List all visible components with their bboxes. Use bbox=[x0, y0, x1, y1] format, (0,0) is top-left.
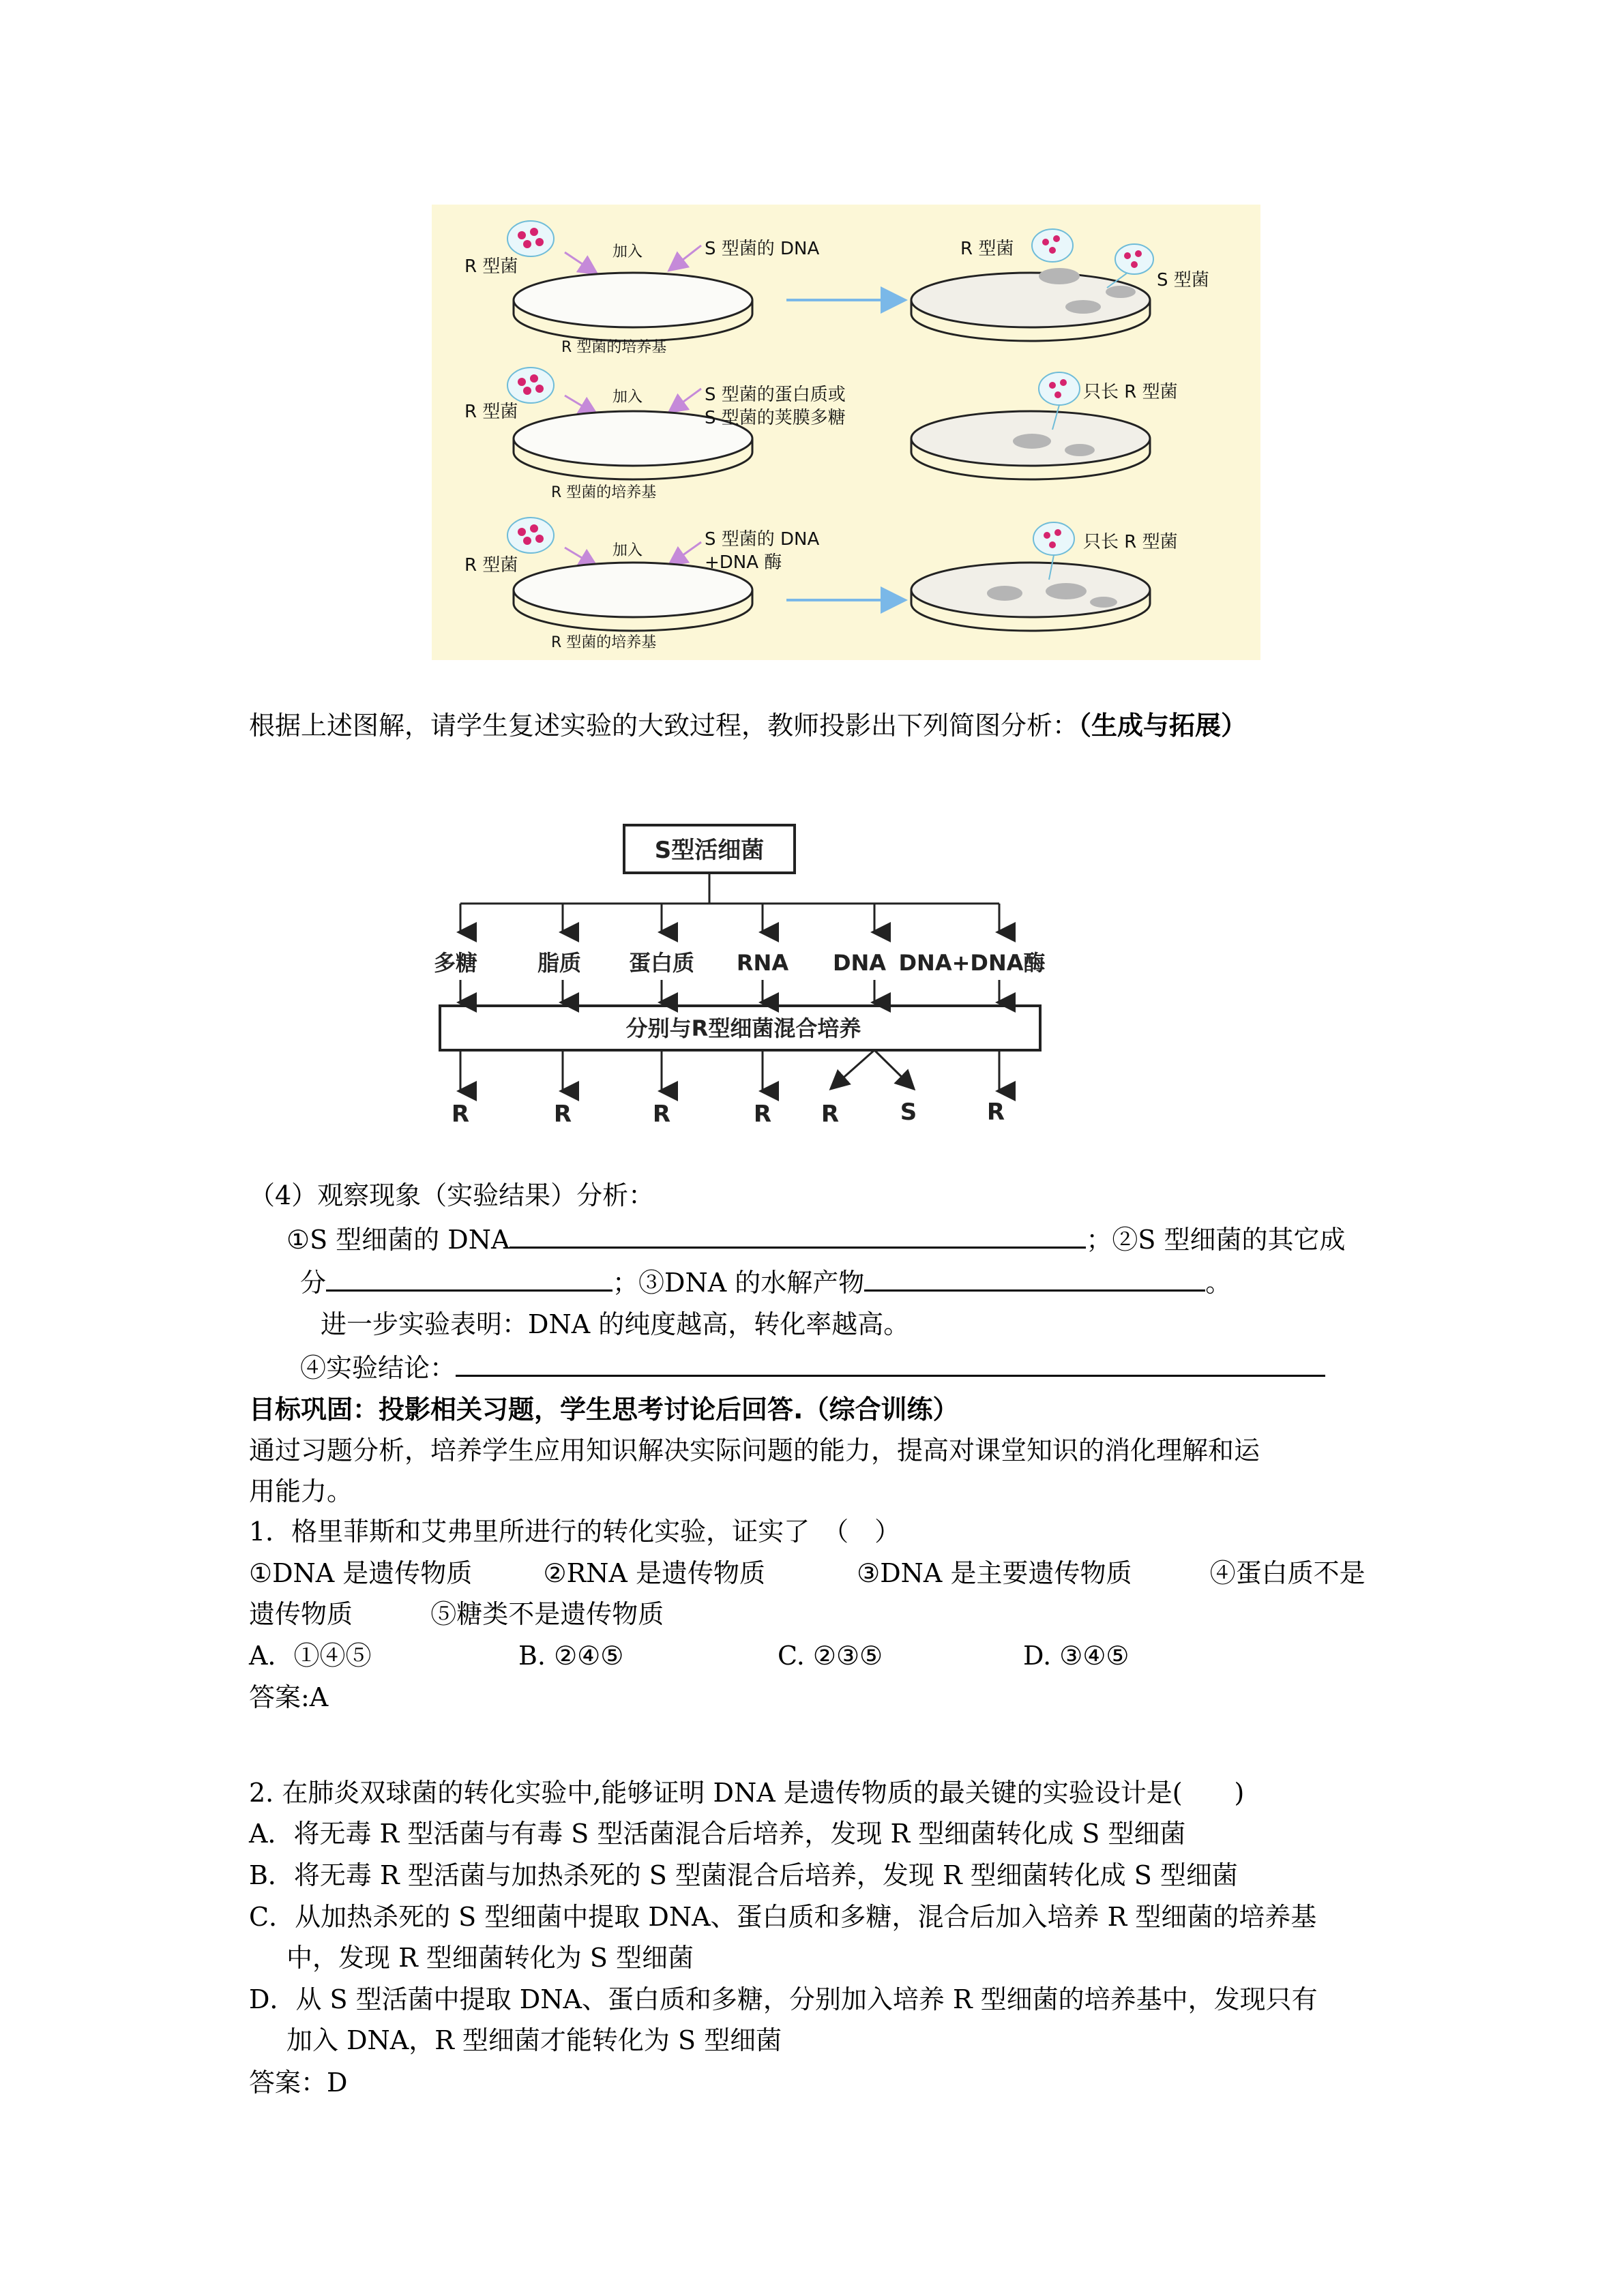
answer-blank-3[interactable] bbox=[864, 1265, 1205, 1292]
intro-text: 根据上述图解，请学生复述实验的大致过程，教师投影出下列简图分析： bbox=[249, 711, 1079, 741]
goal-desc-2: 用能力。 bbox=[249, 1476, 353, 1506]
q2-option-c-line2: 中，发现 R 型细菌转化为 S 型细菌 bbox=[286, 1943, 694, 1973]
row3-medium-label: R 型菌的培养基 bbox=[551, 634, 657, 651]
row2-left-label: R 型菌 bbox=[464, 402, 518, 422]
q1-item-2: ②RNA 是遗传物质 bbox=[543, 1558, 765, 1588]
component-protein: 蛋白质 bbox=[628, 950, 695, 976]
row1-medium-label: R 型菌的培养基 bbox=[561, 339, 667, 356]
component-dna: DNA bbox=[832, 950, 887, 976]
observe-2b: ；③DNA 的水解产物 bbox=[612, 1268, 865, 1298]
q1-items-cont bbox=[249, 1598, 664, 1630]
answer-blank-4[interactable] bbox=[456, 1350, 1325, 1377]
flow-diagram bbox=[423, 822, 1057, 1163]
row3-reagent-line1: S 型菌的 DNA bbox=[705, 529, 820, 550]
q2-option-c-line1: C．从加热杀死的 S 型细菌中提取 DNA、蛋白质和多糖，混合后加入培养 R 型细菌的培养基 bbox=[249, 1902, 1317, 1932]
q2-option-a: A．将无毒 R 型活菌与有毒 S 型活菌混合后培养，发现 R 型细菌转化成 S 型细菌 bbox=[249, 1819, 1186, 1849]
experiment-drawing bbox=[432, 205, 1260, 660]
q2-option-d-line2: 加入 DNA，R 型细菌才能转化为 S 型细菌 bbox=[286, 2025, 782, 2055]
q1-options bbox=[249, 1639, 1129, 1672]
row3-add-label: 加入 bbox=[612, 542, 643, 559]
row2-reagent-line2: S 型菌的荚膜多糖 bbox=[705, 408, 846, 428]
result-2: R bbox=[553, 1101, 572, 1128]
q1-item-3: ③DNA 是主要遗传物质 bbox=[857, 1558, 1132, 1588]
intro-paragraph bbox=[249, 709, 1247, 742]
q2-stem: 2. 在肺炎双球菌的转化实验中,能够证明 DNA 是遗传物质的最关键的实验设计是( ) bbox=[249, 1778, 1245, 1808]
component-lipid: 脂质 bbox=[537, 950, 582, 976]
goal-desc-1: 通过习题分析，培养学生应用知识解决实际问题的能力，提高对课堂知识的消化理解和运 bbox=[249, 1435, 1260, 1465]
q1-item-1: ①DNA 是遗传物质 bbox=[249, 1558, 473, 1588]
experiment-diagram bbox=[432, 205, 1260, 660]
observe-1a: ①S 型细菌的 DNA bbox=[286, 1225, 510, 1255]
row1-left-label: R 型菌 bbox=[464, 256, 518, 277]
q1-item-4: ④蛋白质不是 bbox=[1209, 1558, 1365, 1588]
q2-option-d-line1: D．从 S 型活菌中提取 DNA、蛋白质和多糖，分别加入培养 R 型细菌的培养基中，发现只有 bbox=[249, 1984, 1318, 2014]
q2-option-b: B．将无毒 R 型活菌与加热杀死的 S 型菌混合后培养，发现 R 型细菌转化成 S 型细菌 bbox=[249, 1860, 1238, 1890]
top-box-label: S型活细菌 bbox=[654, 837, 765, 864]
q1-option-a: A．①④⑤ bbox=[249, 1641, 372, 1671]
result-6: S bbox=[900, 1099, 917, 1126]
mix-box-label: 分别与R型细菌混合培养 bbox=[625, 1015, 861, 1041]
q1-option-c: C. ②③⑤ bbox=[778, 1641, 883, 1671]
answer-blank-2[interactable] bbox=[326, 1265, 612, 1292]
intro-bold: （生成与拓展） bbox=[1078, 711, 1247, 741]
q2-answer: 答案：D bbox=[249, 2068, 348, 2098]
observe-heading: （4）观察现象（实验结果）分析： bbox=[249, 1180, 655, 1210]
row1-reagent-line1: S 型菌的 DNA bbox=[705, 239, 820, 259]
component-dna-dnase: DNA+DNA酶 bbox=[898, 950, 1046, 976]
row2-medium-label: R 型菌的培养基 bbox=[551, 484, 657, 501]
q1-items bbox=[249, 1557, 1365, 1590]
result-5: R bbox=[821, 1101, 840, 1128]
q1-option-d: D. ③④⑤ bbox=[1023, 1641, 1130, 1671]
result-7: R bbox=[986, 1099, 1005, 1126]
row3-reagent-line2: +DNA 酶 bbox=[705, 552, 782, 573]
row2-reagent-line1: S 型菌的蛋白质或 bbox=[705, 385, 846, 405]
component-polysaccharide: 多糖 bbox=[433, 950, 478, 976]
q1-option-b: B. ②④⑤ bbox=[518, 1641, 624, 1671]
result-4: R bbox=[753, 1101, 772, 1128]
conclusion-label: ④实验结论： bbox=[300, 1353, 456, 1383]
observe-1b: ；②S 型细菌的其它成 bbox=[1086, 1225, 1346, 1255]
row2-add-label: 加入 bbox=[612, 389, 643, 406]
q1-item-5: ⑤糖类不是遗传物质 bbox=[430, 1599, 664, 1629]
q1-stem: 1．格里菲斯和艾弗里所进行的转化实验，证实了 （ ） bbox=[249, 1517, 901, 1547]
row3-result-line1: 只长 R 型菌 bbox=[1083, 532, 1178, 552]
conclusion-line bbox=[300, 1350, 1325, 1384]
result-1: R bbox=[451, 1101, 470, 1128]
row1-result-line2: S 型菌 bbox=[1157, 270, 1209, 290]
row1-result-line1: R 型菌 bbox=[960, 239, 1014, 259]
component-rna: RNA bbox=[736, 950, 789, 976]
result-3: R bbox=[652, 1101, 671, 1128]
observe-2a: 分 bbox=[300, 1268, 327, 1298]
row2-result-line1: 只长 R 型菌 bbox=[1083, 382, 1178, 402]
observe-line-1 bbox=[286, 1222, 1346, 1256]
answer-blank-1[interactable] bbox=[510, 1222, 1086, 1249]
goal-heading: 目标巩固：投影相关习题，学生思考讨论后回答.（综合训练） bbox=[249, 1395, 959, 1425]
observe-line-2 bbox=[300, 1265, 1231, 1299]
further-text: 进一步实验表明：DNA 的纯度越高，转化率越高。 bbox=[321, 1309, 910, 1339]
row1-add-label: 加入 bbox=[612, 243, 643, 260]
q1-answer: 答案:A bbox=[249, 1682, 329, 1712]
row-1 bbox=[507, 221, 1153, 341]
observe-2c: 。 bbox=[1205, 1268, 1232, 1298]
q1-item-4-cont: 遗传物质 bbox=[249, 1599, 353, 1629]
row3-left-label: R 型菌 bbox=[464, 555, 518, 576]
